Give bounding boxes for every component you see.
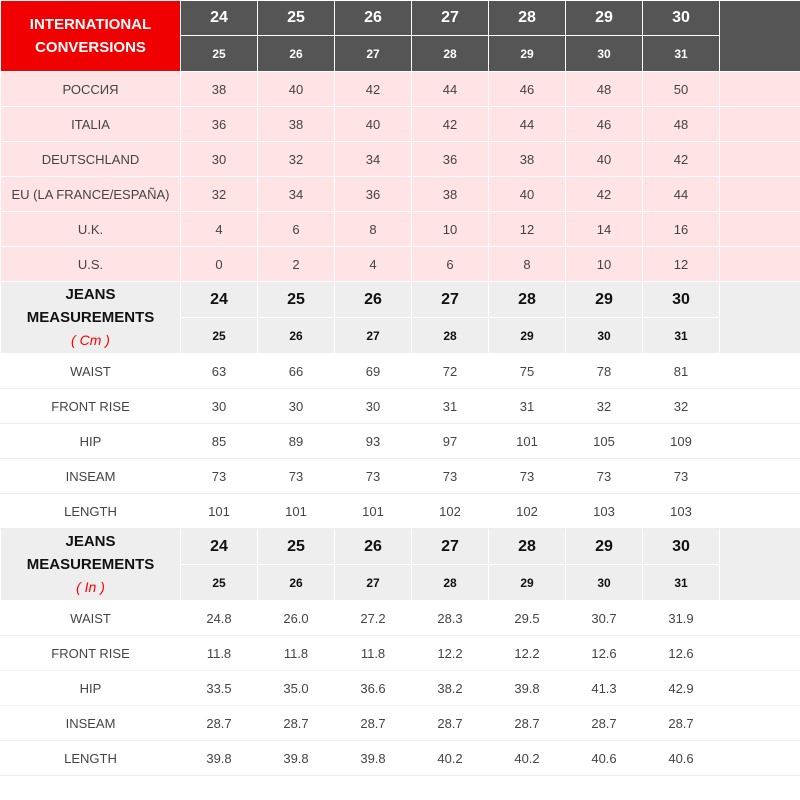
size-bottom-cell: 26 <box>258 318 335 354</box>
value-cell: 101 <box>181 494 258 529</box>
size-bottom-cell: 28 <box>412 36 489 72</box>
value-cell: 89 <box>258 424 335 459</box>
value-cell: 42.9 <box>643 671 720 706</box>
empty-cell <box>720 212 800 247</box>
size-bottom-cell: 26 <box>258 565 335 601</box>
value-cell: 11.8 <box>335 636 412 671</box>
value-cell: 81 <box>643 354 720 389</box>
inch-title <box>1 529 181 601</box>
row-label: FRONT RISE <box>1 636 181 671</box>
table-row <box>1 142 800 177</box>
value-cell: 31.9 <box>643 601 720 636</box>
value-cell: 28.7 <box>489 706 566 741</box>
value-cell: 36 <box>412 142 489 177</box>
table-row <box>1 494 800 529</box>
size-top-cell: 26 <box>335 1 412 36</box>
row-label: ITALIA <box>1 107 181 142</box>
value-cell: 8 <box>489 247 566 282</box>
value-cell: 32 <box>566 389 643 424</box>
value-cell: 12 <box>489 212 566 247</box>
size-bottom-cell: 31 <box>643 565 720 601</box>
value-cell: 28.7 <box>181 706 258 741</box>
table-row <box>1 424 800 459</box>
size-bottom-cell: 29 <box>489 36 566 72</box>
value-cell: 63 <box>181 354 258 389</box>
size-top-cell: 30 <box>643 282 720 318</box>
value-cell: 6 <box>412 247 489 282</box>
value-cell: 72 <box>412 354 489 389</box>
section-title-line1: JEANS <box>65 286 116 303</box>
value-cell: 31 <box>489 389 566 424</box>
value-cell: 78 <box>566 354 643 389</box>
size-header-row <box>1 1 800 36</box>
value-cell: 40.2 <box>489 741 566 776</box>
size-top-cell: 29 <box>566 282 643 318</box>
value-cell: 0 <box>181 247 258 282</box>
empty-cell <box>720 741 800 776</box>
value-cell: 4 <box>181 212 258 247</box>
value-cell: 42 <box>643 142 720 177</box>
value-cell: 42 <box>335 72 412 107</box>
row-label: WAIST <box>1 601 181 636</box>
empty-cell <box>720 282 800 354</box>
value-cell: 36.6 <box>335 671 412 706</box>
size-bottom-cell: 28 <box>412 318 489 354</box>
value-cell: 26.0 <box>258 601 335 636</box>
value-cell: 30 <box>258 389 335 424</box>
value-cell: 73 <box>566 459 643 494</box>
size-top-cell: 26 <box>335 282 412 318</box>
value-cell: 8 <box>335 212 412 247</box>
empty-cell <box>720 107 800 142</box>
table-row <box>1 671 800 706</box>
empty-cell <box>720 354 800 389</box>
size-bottom-cell: 29 <box>489 318 566 354</box>
size-header-row <box>1 529 800 565</box>
value-cell: 36 <box>181 107 258 142</box>
value-cell: 102 <box>412 494 489 529</box>
size-top-cell: 30 <box>643 529 720 565</box>
size-bottom-cell: 25 <box>181 565 258 601</box>
value-cell: 28.7 <box>335 706 412 741</box>
value-cell: 30 <box>181 142 258 177</box>
unit-label: ( In ) <box>76 579 105 595</box>
size-top-cell: 27 <box>412 529 489 565</box>
value-cell: 40 <box>258 72 335 107</box>
value-cell: 38 <box>489 142 566 177</box>
value-cell: 69 <box>335 354 412 389</box>
size-top-cell: 25 <box>258 282 335 318</box>
value-cell: 32 <box>181 177 258 212</box>
value-cell: 12.6 <box>566 636 643 671</box>
value-cell: 6 <box>258 212 335 247</box>
size-top-cell: 24 <box>181 529 258 565</box>
value-cell: 34 <box>258 177 335 212</box>
value-cell: 75 <box>489 354 566 389</box>
table-row <box>1 107 800 142</box>
size-bottom-cell: 25 <box>181 36 258 72</box>
value-cell: 30 <box>181 389 258 424</box>
value-cell: 35.0 <box>258 671 335 706</box>
value-cell: 39.8 <box>258 741 335 776</box>
value-cell: 12 <box>643 247 720 282</box>
empty-cell <box>720 459 800 494</box>
value-cell: 39.8 <box>489 671 566 706</box>
row-label: HIP <box>1 424 181 459</box>
size-top-cell: 24 <box>181 1 258 36</box>
value-cell: 28.7 <box>643 706 720 741</box>
value-cell: 44 <box>489 107 566 142</box>
size-top-cell: 28 <box>489 282 566 318</box>
size-top-cell: 27 <box>412 1 489 36</box>
size-top-cell: 28 <box>489 1 566 36</box>
value-cell: 66 <box>258 354 335 389</box>
empty-cell <box>720 142 800 177</box>
value-cell: 40 <box>489 177 566 212</box>
value-cell: 29.5 <box>489 601 566 636</box>
table-row <box>1 389 800 424</box>
section-title-line2: MEASUREMENTS <box>26 309 155 326</box>
value-cell: 11.8 <box>258 636 335 671</box>
table-row <box>1 212 800 247</box>
size-top-cell: 29 <box>566 1 643 36</box>
size-bottom-cell: 27 <box>335 318 412 354</box>
value-cell: 73 <box>335 459 412 494</box>
section-title-line2: MEASUREMENTS <box>26 556 155 573</box>
empty-cell <box>720 706 800 741</box>
table-row <box>1 741 800 776</box>
value-cell: 28.7 <box>258 706 335 741</box>
value-cell: 40.6 <box>643 741 720 776</box>
section-title-line1: JEANS <box>65 533 116 550</box>
value-cell: 73 <box>258 459 335 494</box>
size-bottom-cell: 27 <box>335 565 412 601</box>
value-cell: 73 <box>181 459 258 494</box>
value-cell: 12.2 <box>412 636 489 671</box>
value-cell: 4 <box>335 247 412 282</box>
value-cell: 38.2 <box>412 671 489 706</box>
value-cell: 101 <box>335 494 412 529</box>
value-cell: 42 <box>566 177 643 212</box>
value-cell: 48 <box>566 72 643 107</box>
empty-cell <box>720 671 800 706</box>
table-row <box>1 354 800 389</box>
table-row <box>1 459 800 494</box>
empty-cell <box>720 601 800 636</box>
value-cell: 48 <box>643 107 720 142</box>
table-row <box>1 72 800 107</box>
size-bottom-cell: 30 <box>566 565 643 601</box>
value-cell: 11.8 <box>181 636 258 671</box>
value-cell: 24.8 <box>181 601 258 636</box>
value-cell: 14 <box>566 212 643 247</box>
value-cell: 28.7 <box>412 706 489 741</box>
empty-cell <box>720 529 800 601</box>
value-cell: 44 <box>412 72 489 107</box>
value-cell: 28.3 <box>412 601 489 636</box>
size-header-row <box>1 282 800 318</box>
row-label: HIP <box>1 671 181 706</box>
row-label: EU (LA FRANCE/ESPAÑA) <box>1 177 181 212</box>
empty-cell <box>720 72 800 107</box>
empty-cell <box>720 636 800 671</box>
value-cell: 73 <box>489 459 566 494</box>
value-cell: 16 <box>643 212 720 247</box>
row-label: INSEAM <box>1 459 181 494</box>
size-top-cell: 29 <box>566 529 643 565</box>
value-cell: 39.8 <box>181 741 258 776</box>
value-cell: 101 <box>489 424 566 459</box>
empty-cell <box>720 389 800 424</box>
value-cell: 40 <box>566 142 643 177</box>
value-cell: 10 <box>412 212 489 247</box>
size-bottom-cell: 27 <box>335 36 412 72</box>
size-bottom-cell: 30 <box>566 318 643 354</box>
value-cell: 101 <box>258 494 335 529</box>
table-row <box>1 601 800 636</box>
value-cell: 40.2 <box>412 741 489 776</box>
size-top-cell: 25 <box>258 1 335 36</box>
size-top-cell: 25 <box>258 529 335 565</box>
size-bottom-cell: 30 <box>566 36 643 72</box>
value-cell: 93 <box>335 424 412 459</box>
section-title-line2: CONVERSIONS <box>35 39 146 56</box>
size-bottom-cell: 29 <box>489 565 566 601</box>
section-title-line1: INTERNATIONAL <box>29 16 152 33</box>
international-title <box>1 1 181 72</box>
row-label: U.K. <box>1 212 181 247</box>
size-top-cell: 26 <box>335 529 412 565</box>
value-cell: 73 <box>643 459 720 494</box>
table-row <box>1 247 800 282</box>
row-label: LENGTH <box>1 741 181 776</box>
table-row <box>1 706 800 741</box>
size-bottom-cell: 26 <box>258 36 335 72</box>
unit-label: ( Cm ) <box>71 332 110 348</box>
empty-cell <box>720 1 800 72</box>
size-top-cell: 28 <box>489 529 566 565</box>
value-cell: 34 <box>335 142 412 177</box>
value-cell: 33.5 <box>181 671 258 706</box>
table-row <box>1 177 800 212</box>
size-top-cell: 30 <box>643 1 720 36</box>
row-label: U.S. <box>1 247 181 282</box>
row-label: INSEAM <box>1 706 181 741</box>
value-cell: 30 <box>335 389 412 424</box>
value-cell: 85 <box>181 424 258 459</box>
row-label: DEUTSCHLAND <box>1 142 181 177</box>
empty-cell <box>720 247 800 282</box>
value-cell: 38 <box>181 72 258 107</box>
value-cell: 97 <box>412 424 489 459</box>
value-cell: 109 <box>643 424 720 459</box>
value-cell: 38 <box>412 177 489 212</box>
row-label: LENGTH <box>1 494 181 529</box>
size-bottom-cell: 31 <box>643 36 720 72</box>
row-label: РОССИЯ <box>1 72 181 107</box>
value-cell: 46 <box>489 72 566 107</box>
value-cell: 73 <box>412 459 489 494</box>
value-cell: 2 <box>258 247 335 282</box>
empty-cell <box>720 424 800 459</box>
size-top-cell: 27 <box>412 282 489 318</box>
value-cell: 44 <box>643 177 720 212</box>
value-cell: 105 <box>566 424 643 459</box>
value-cell: 12.2 <box>489 636 566 671</box>
value-cell: 27.2 <box>335 601 412 636</box>
size-top-cell: 24 <box>181 282 258 318</box>
value-cell: 40.6 <box>566 741 643 776</box>
value-cell: 102 <box>489 494 566 529</box>
value-cell: 31 <box>412 389 489 424</box>
value-cell: 40 <box>335 107 412 142</box>
value-cell: 103 <box>643 494 720 529</box>
cm-title <box>1 282 181 354</box>
value-cell: 41.3 <box>566 671 643 706</box>
value-cell: 36 <box>335 177 412 212</box>
size-bottom-cell: 25 <box>181 318 258 354</box>
value-cell: 30.7 <box>566 601 643 636</box>
size-bottom-cell: 28 <box>412 565 489 601</box>
value-cell: 42 <box>412 107 489 142</box>
value-cell: 39.8 <box>335 741 412 776</box>
value-cell: 32 <box>643 389 720 424</box>
value-cell: 103 <box>566 494 643 529</box>
value-cell: 28.7 <box>566 706 643 741</box>
value-cell: 38 <box>258 107 335 142</box>
table-row <box>1 636 800 671</box>
value-cell: 46 <box>566 107 643 142</box>
empty-cell <box>720 494 800 529</box>
value-cell: 12.6 <box>643 636 720 671</box>
size-bottom-cell: 31 <box>643 318 720 354</box>
value-cell: 50 <box>643 72 720 107</box>
empty-cell <box>720 177 800 212</box>
value-cell: 32 <box>258 142 335 177</box>
row-label: FRONT RISE <box>1 389 181 424</box>
value-cell: 10 <box>566 247 643 282</box>
row-label: WAIST <box>1 354 181 389</box>
